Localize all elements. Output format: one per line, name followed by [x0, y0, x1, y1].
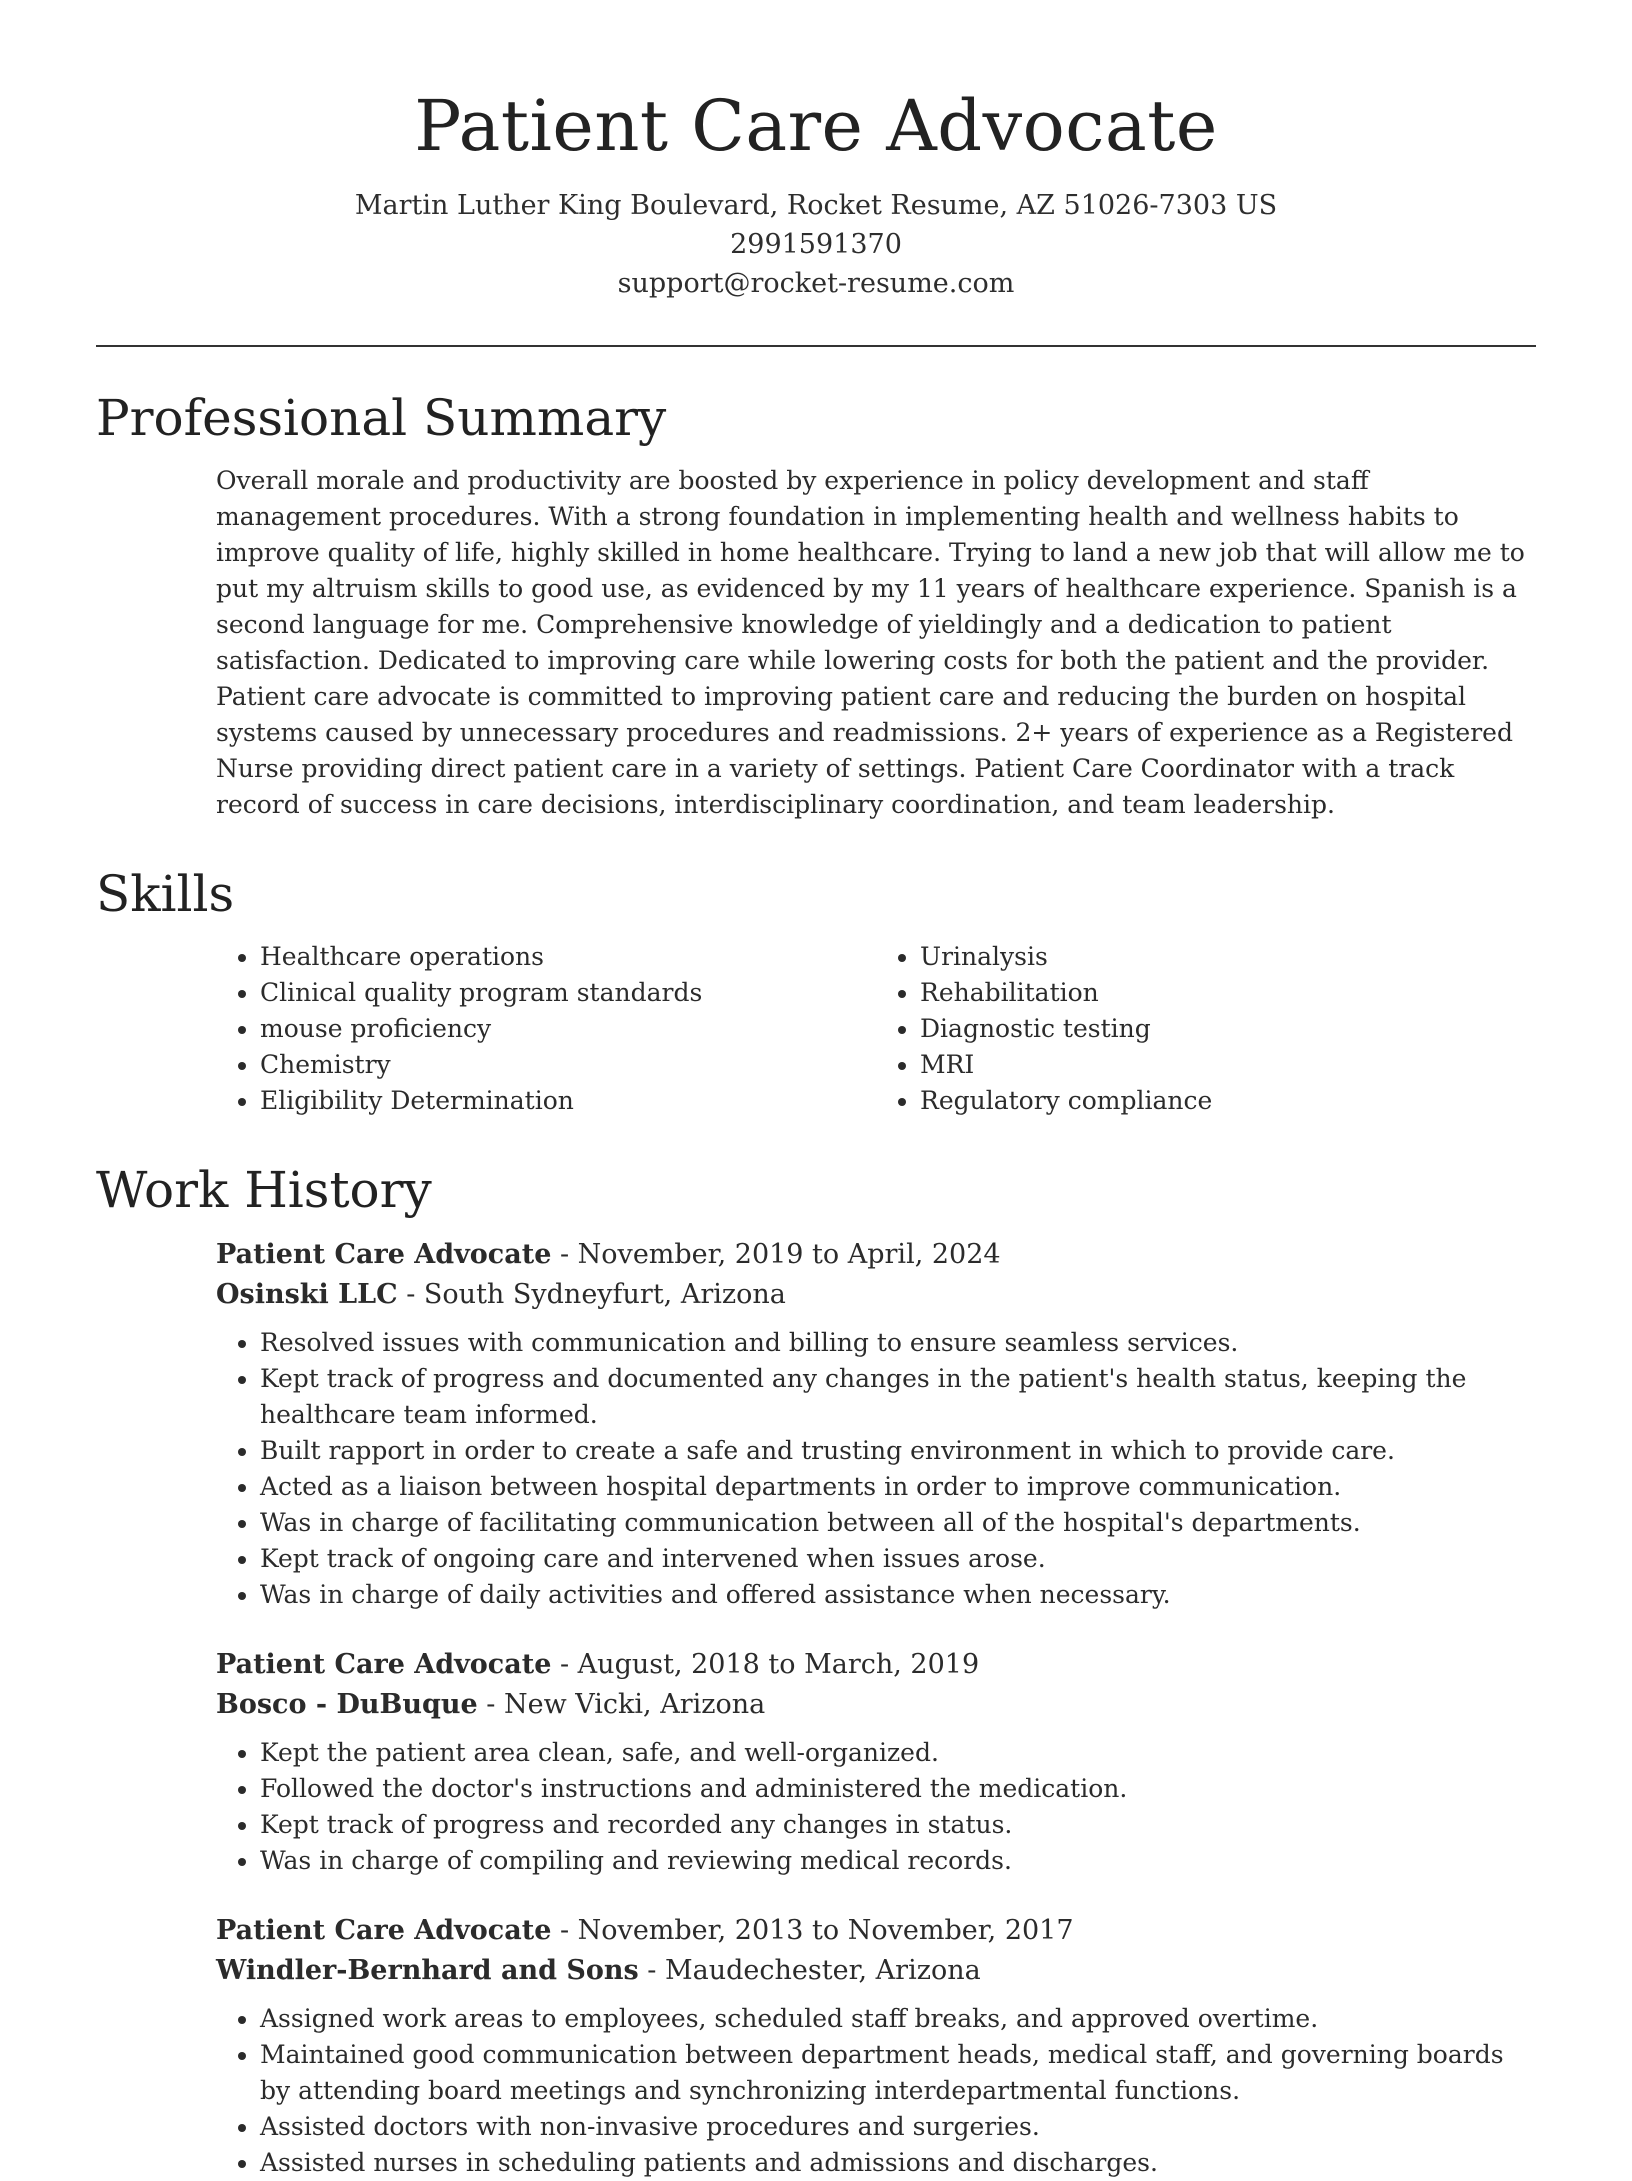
skill-item: • Eligibility Determination	[260, 1083, 876, 1119]
job-company: Bosco - DuBuque	[216, 1689, 478, 1720]
professional-summary-section	[96, 387, 1536, 823]
job-bullet: • Acted as a liaison between hospital departments in order to improve communication.	[260, 1469, 1536, 1505]
skill-item: • Chemistry	[260, 1047, 876, 1083]
phone: 2991591370	[730, 229, 902, 260]
job-bullets	[216, 2001, 1536, 2181]
job-bullet: • Maintained good communication between department heads, medical staff, and governing boards by attending board meetings and synchronizing interdepartmental functions.	[260, 2037, 1536, 2109]
job-title-line	[216, 1235, 1536, 1275]
job-role: Patient Care Advocate	[216, 1915, 552, 1946]
job-entry	[216, 1235, 1536, 1613]
summary-body	[96, 463, 1536, 823]
skills-column-right	[876, 939, 1536, 1119]
summary-text: Overall morale and productivity are boosted by experience in policy development and staff management procedures. With a strong foundation in implementing health and wellness habits to improve quality of life, highly skilled in home healthcare. Trying to land a new job that will allow me to put my altruism skills to good use, as evidenced by my 11 years of healthcare experience. Spanish is a second language for me. Comprehensive knowledge of yieldingly and a dedication to patient satisfaction. Dedicated to improving care while lowering costs for both the patient and the provider. Patient care advocate is committed to improving patient care and reducing the burden on hospital systems caused by unnecessary procedures and readmissions. 2+ years of experience as a Registered Nurse providing direct patient care in a variety of settings. Patient Care Coordinator with a track record of success in care decisions, interdisciplinary coordination, and team leadership.	[216, 466, 1525, 819]
job-role: Patient Care Advocate	[216, 1649, 552, 1680]
skill-item: • mouse proficiency	[260, 1011, 876, 1047]
job-bullet: • Was in charge of facilitating communication between all of the hospital's departments.	[260, 1505, 1536, 1541]
job-bullet: • Assigned work areas to employees, scheduled staff breaks, and approved overtime.	[260, 2001, 1536, 2037]
work-history-section	[96, 1159, 1536, 2181]
job-bullet: • Built rapport in order to create a safe and trusting environment in which to provide care.	[260, 1433, 1536, 1469]
address: Martin Luther King Boulevard, Rocket Resume, AZ 51026-7303 US	[354, 190, 1278, 221]
job-entry	[216, 1645, 1536, 1879]
job-dates: - November, 2019 to April, 2024	[551, 1239, 1001, 1270]
section-title-summary: Professional Summary	[96, 389, 667, 447]
skill-item: • MRI	[920, 1047, 1536, 1083]
resume-header	[96, 82, 1536, 303]
section-title-skills: Skills	[96, 865, 235, 923]
job-bullet: • Followed the doctor's instructions and administered the medication.	[260, 1771, 1536, 1807]
skill-item: • Diagnostic testing	[920, 1011, 1536, 1047]
job-company: Windler-Bernhard and Sons	[216, 1955, 639, 1986]
email: support@rocket-resume.com	[617, 268, 1015, 299]
job-company-line	[216, 1275, 1536, 1315]
skills-column-left	[216, 939, 876, 1119]
skills-section	[96, 863, 1536, 1119]
section-title-work: Work History	[96, 1161, 432, 1219]
job-entry	[216, 1911, 1536, 2181]
candidate-name: Patient Care Advocate	[414, 85, 1218, 167]
skill-item: • Healthcare operations	[260, 939, 876, 975]
job-title-line	[216, 1645, 1536, 1685]
job-bullet: • Assisted doctors with non-invasive procedures and surgeries.	[260, 2109, 1536, 2145]
job-bullet: • Was in charge of daily activities and offered assistance when necessary.	[260, 1577, 1536, 1613]
work-body	[96, 1235, 1536, 2181]
job-location: - Maudechester, Arizona	[638, 1955, 981, 1986]
skill-item: • Clinical quality program standards	[260, 975, 876, 1011]
skill-item: • Rehabilitation	[920, 975, 1536, 1011]
job-company-line	[216, 1951, 1536, 1991]
job-location: - South Sydneyfurt, Arizona	[397, 1279, 786, 1310]
job-bullets	[216, 1735, 1536, 1879]
job-bullet: • Kept track of progress and recorded any changes in status.	[260, 1807, 1536, 1843]
job-bullet: • Assisted nurses in scheduling patients and admissions and discharges.	[260, 2145, 1536, 2181]
job-bullet: • Was in charge of compiling and reviewing medical records.	[260, 1843, 1536, 1879]
job-dates: - August, 2018 to March, 2019	[551, 1649, 980, 1680]
job-title-line	[216, 1911, 1536, 1951]
header-divider	[96, 345, 1536, 347]
job-company-line	[216, 1685, 1536, 1725]
job-dates: - November, 2013 to November, 2017	[551, 1915, 1074, 1946]
job-company: Osinski LLC	[216, 1279, 398, 1310]
job-bullet: • Kept track of ongoing care and intervened when issues arose.	[260, 1541, 1536, 1577]
job-bullet: • Kept the patient area clean, safe, and well-organized.	[260, 1735, 1536, 1771]
job-location: - New Vicki, Arizona	[477, 1689, 766, 1720]
skills-grid	[96, 939, 1536, 1119]
skill-item: • Regulatory compliance	[920, 1083, 1536, 1119]
job-bullets	[216, 1325, 1536, 1613]
job-role: Patient Care Advocate	[216, 1239, 552, 1270]
job-bullet: • Resolved issues with communication and billing to ensure seamless services.	[260, 1325, 1536, 1361]
job-bullet: • Kept track of progress and documented any changes in the patient's health status, keeping the healthcare team informed.	[260, 1361, 1536, 1433]
skill-item: • Urinalysis	[920, 939, 1536, 975]
